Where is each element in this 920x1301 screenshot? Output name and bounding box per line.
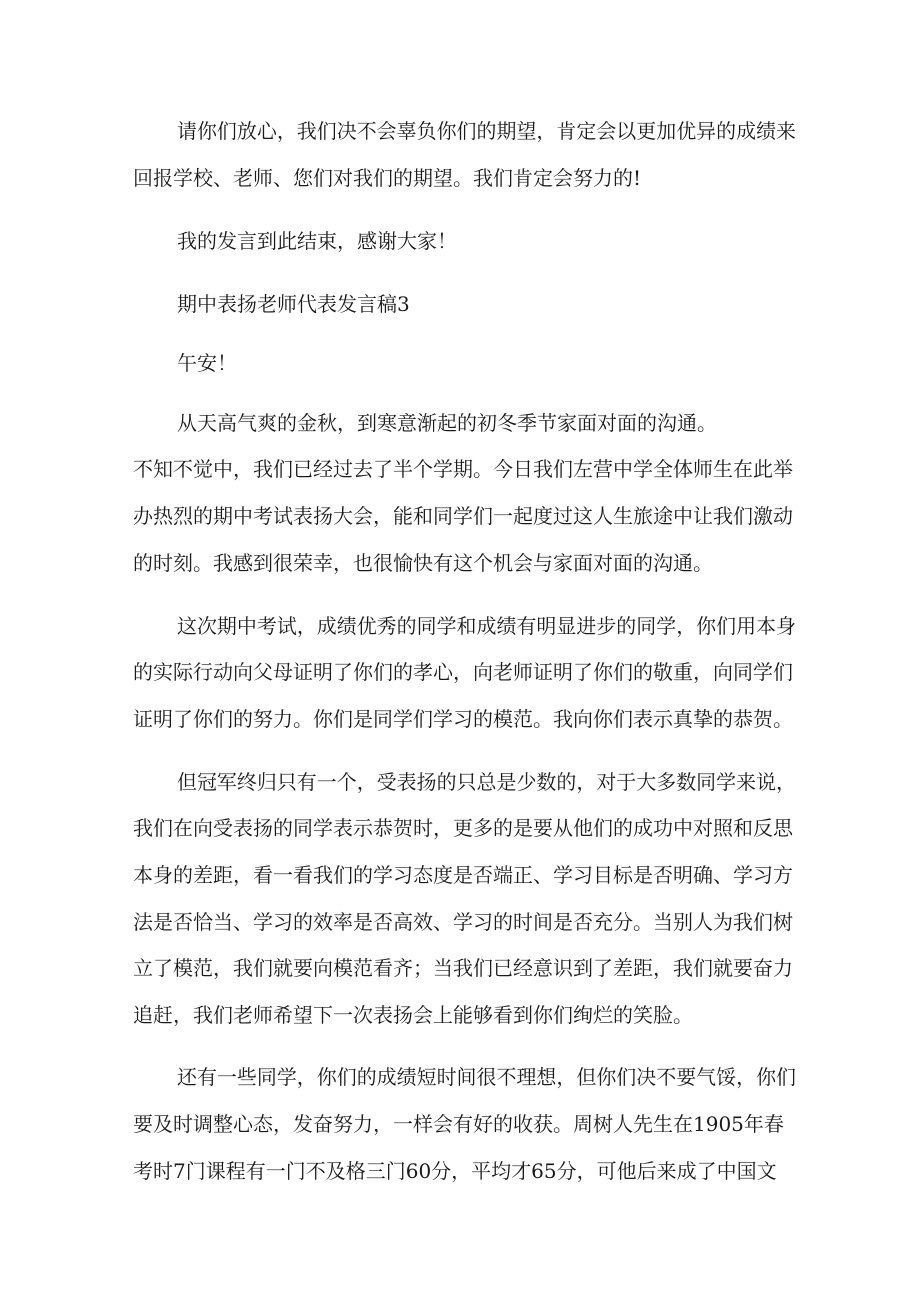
text-line: 考时7门课程有一门不及格三门60分，平均才65分，可他后来成了中国文 bbox=[133, 1159, 777, 1183]
greeting-line: 午安！ bbox=[177, 351, 237, 375]
text-line: 的时刻。我感到很荣幸，也很愉快有这个机会与家面对面的沟通。 bbox=[133, 551, 713, 575]
text-line: 这次期中考试，成绩优秀的同学和成绩有明显进步的同学，你们用本身 bbox=[177, 614, 797, 638]
text-line: 从天高气爽的金秋，到寒意渐起的初冬季节家面对面的沟通。 bbox=[177, 411, 717, 435]
text-line: 追赶，我们老师希望下一次表扬会上能够看到你们绚烂的笑脸。 bbox=[133, 1003, 693, 1027]
text-line: 还有一些同学，你们的成绩短时间很不理想，但你们决不要气馁，你们 bbox=[177, 1065, 797, 1089]
text-line: 不知不觉中，我们已经过去了半个学期。今日我们左营中学全体师生在此举 bbox=[133, 457, 793, 481]
text-line: 要及时调整心态，发奋努力，一样会有好的收获。周树人先生在1905年春 bbox=[133, 1112, 784, 1136]
text-line: 我的发言到此结束，感谢大家！ bbox=[177, 229, 457, 253]
text-line: 证明了你们的努力。你们是同学们学习的模范。我向你们表示真挚的恭贺。 bbox=[133, 707, 793, 731]
text-line: 立了模范，我们就要向模范看齐；当我们已经意识到了差距，我们就要奋力 bbox=[133, 956, 793, 980]
text-line: 我们在向受表扬的同学表示恭贺时，更多的是要从他们的成功中对照和反思 bbox=[133, 816, 793, 840]
section-heading: 期中表扬老师代表发言稿3 bbox=[177, 292, 410, 316]
text-line: 回报学校、老师、您们对我们的期望。我们肯定会努力的! bbox=[133, 166, 642, 190]
text-line: 法是否恰当、学习的效率是否高效、学习的时间是否充分。当别人为我们树 bbox=[133, 910, 793, 934]
text-line: 的实际行动向父母证明了你们的孝心，向老师证明了你们的敬重，向同学们 bbox=[133, 660, 793, 684]
text-line: 本身的差距，看一看我们的学习态度是否端正、学习目标是否明确、学习方 bbox=[133, 863, 793, 887]
text-line: 办热烈的期中考试表扬大会，能和同学们一起度过这人生旅途中让我们激动 bbox=[133, 504, 793, 528]
text-line: 请你们放心，我们决不会辜负你们的期望，肯定会以更加优异的成绩来 bbox=[177, 119, 797, 143]
text-line: 但冠军终归只有一个，受表扬的只总是少数的，对于大多数同学来说， bbox=[177, 770, 797, 794]
